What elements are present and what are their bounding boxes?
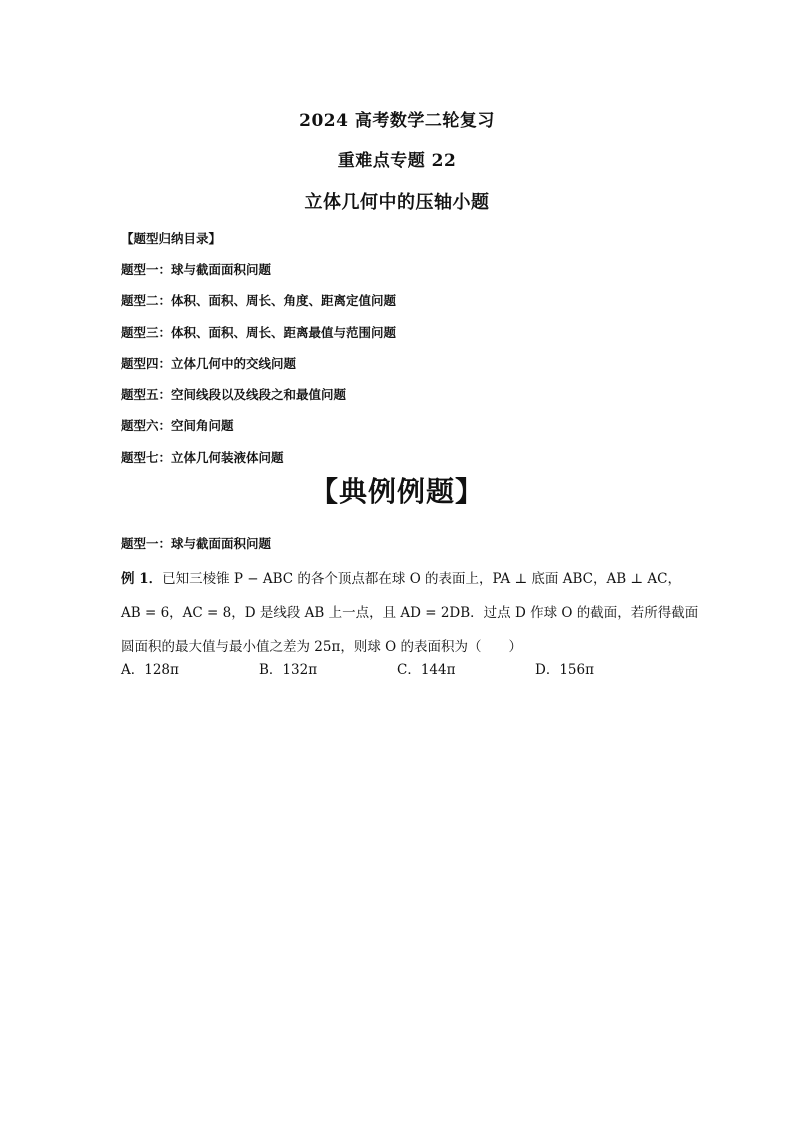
option-b [259,658,317,678]
catalog-item: 题型四：立体几何中的交线问题 [121,355,297,371]
problem-text-1: 已知三棱锥 P − ABC 的各个顶点都在球 O 的表面上，PA ⊥ 底面 ABC，AB ⊥ AC， [162,571,681,587]
topic-title: 立体几何中的压轴小题 [304,192,490,213]
document-subtitle: 重难点专题 22 [337,151,457,171]
problem-line-2: AB = 6，AC = 8，D 是线段 AB 上一点，且 AD = 2DB．过点 D 作球 O 的截面，若所得截面 [121,605,699,621]
option-value: 128π [144,662,179,678]
section-heading: 【典例例题】 [309,475,484,508]
catalog-item: 题型五：空间线段以及线段之和最值问题 [121,387,347,403]
option-value: 144π [420,662,456,678]
document-title: 2024 高考数学二轮复习 [299,111,495,131]
option-letter: A． [121,662,145,678]
catalog-item: 题型二：体积、面积、周长、角度、距离定值问题 [121,293,397,309]
catalog-item: 题型一：球与截面面积问题 [121,262,272,277]
option-letter: C． [397,662,421,678]
problem-line-3: 圆面积的最大值与最小值之差为 25π，则球 O 的表面积为（ ） [121,639,522,655]
option-a [121,658,179,678]
catalog-heading: 【题型归纳目录】 [121,231,222,246]
option-d [535,658,594,678]
option-c [397,658,455,678]
problem-line-1 [121,562,681,596]
option-letter: D． [535,662,560,678]
example-problem [121,562,699,664]
catalog-list [121,260,396,479]
catalog-item: 题型七：立体几何装液体问题 [121,449,284,465]
section-subheading: 题型一：球与截面面积问题 [121,536,272,551]
option-value: 156π [559,662,594,678]
catalog-item: 题型六：空间角问题 [121,418,234,434]
option-letter: B． [259,662,283,678]
example-label: 例 1． [121,571,163,587]
option-value: 132π [282,662,318,678]
catalog-item: 题型三：体积、面积、周长、距离最值与范围问题 [121,324,397,340]
